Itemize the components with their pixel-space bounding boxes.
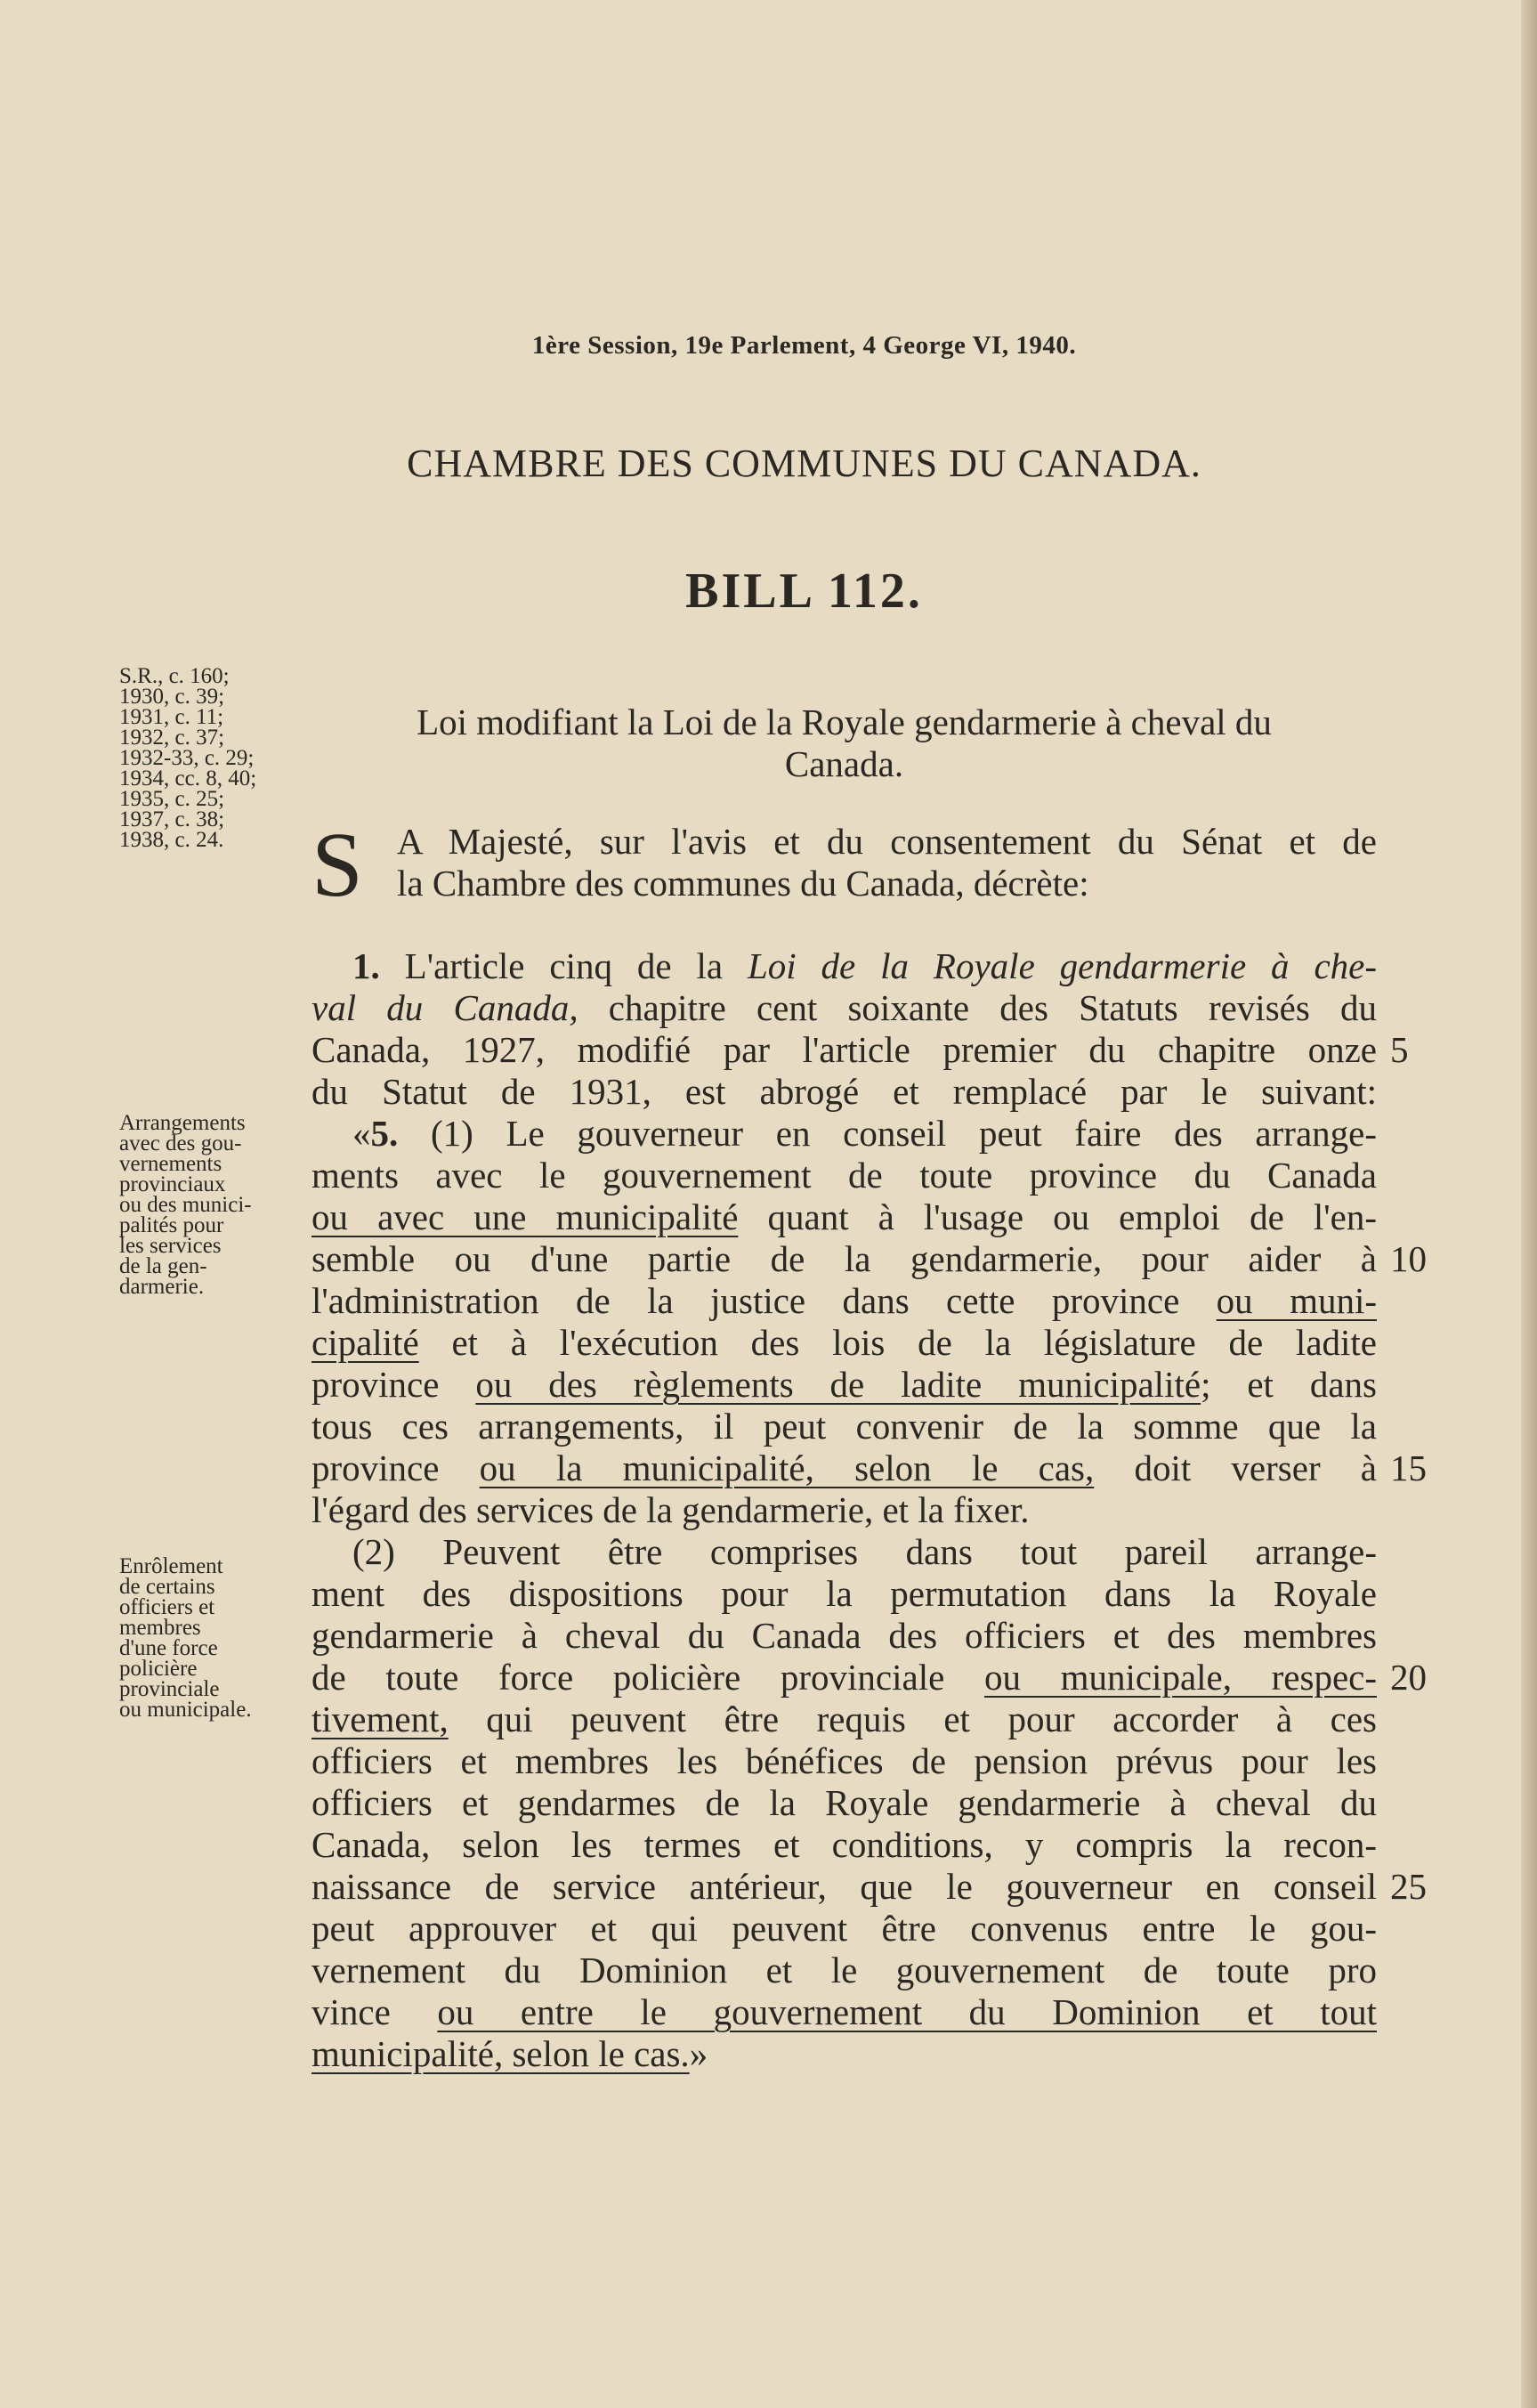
margin-note-line: de certains bbox=[119, 1575, 215, 1599]
citation-line: 1935, c. 25; bbox=[119, 787, 225, 811]
text-line: tous ces arrangements, il peut convenir de la somme que la bbox=[311, 1406, 1377, 1447]
underlined-amendment: ou entre le gouvernement du Dominion et tout bbox=[437, 1991, 1377, 2032]
open-quote: « bbox=[352, 1113, 371, 1154]
text-line: Canada, 1927, modifié par l'article premier du chapitre onze bbox=[311, 1029, 1377, 1070]
statute-title: Loi de la Royale gendarmerie à che- bbox=[747, 945, 1378, 986]
enacting-clause bbox=[311, 814, 1377, 916]
margin-note-line: ou des munici- bbox=[119, 1193, 252, 1217]
margin-note-line: les services bbox=[119, 1234, 222, 1258]
margin-note-line: Arrangements bbox=[119, 1111, 246, 1135]
text-line bbox=[311, 1322, 1377, 1364]
text-line: (2) Peuvent être comprises dans tout pareil arrange- bbox=[352, 1531, 1377, 1572]
text-line: Canada, selon les termes et conditions, y compris la recon- bbox=[311, 1824, 1377, 1865]
text-span: province bbox=[311, 1364, 476, 1405]
citation-line: 1934, cc. 8, 40; bbox=[119, 766, 257, 791]
margin-note-enrolement bbox=[119, 1556, 306, 1720]
bill-long-title bbox=[311, 701, 1377, 785]
session-header: 1ère Session, 19e Parlement, 4 George VI, 1940. bbox=[531, 331, 1077, 360]
enacting-line: A Majesté, sur l'avis et du consentement du Sénat et de bbox=[397, 821, 1377, 862]
section-number: 1. bbox=[352, 945, 380, 986]
section-1 bbox=[311, 945, 1377, 2075]
text-span: (1) Le gouverneur en conseil peut faire des arrange- bbox=[398, 1113, 1377, 1154]
text-line bbox=[311, 1991, 1377, 2033]
text-line: gendarmerie à cheval du Canada des officiers et des membres bbox=[311, 1615, 1377, 1656]
text-line: ment des dispositions pour la permutation dans la Royale bbox=[311, 1573, 1377, 1614]
text-line: officiers et membres les bénéfices de pension prévus pour les bbox=[311, 1740, 1377, 1781]
citation-line: 1932-33, c. 29; bbox=[119, 746, 255, 770]
underlined-amendment: ou muni- bbox=[1216, 1280, 1377, 1321]
text-span: de toute force policière provinciale bbox=[311, 1657, 984, 1698]
citation-line: 1938, c. 24. bbox=[119, 828, 224, 852]
text-span: doit verser à bbox=[1094, 1447, 1378, 1488]
chamber-header: CHAMBRE DES COMMUNES DU CANADA. bbox=[407, 442, 1201, 485]
text-line: l'égard des services de la gendarmerie, et la fixer. bbox=[311, 1489, 1030, 1530]
margin-note-line: policière bbox=[119, 1657, 198, 1681]
margin-note-line: d'une force bbox=[119, 1636, 218, 1660]
text-span: chapitre cent soixante des Statuts revisés du bbox=[578, 987, 1377, 1028]
margin-note-line: membres bbox=[119, 1616, 201, 1640]
underlined-amendment: cipalité bbox=[311, 1322, 419, 1363]
title-line: Loi modifiant la Loi de la Royale gendarmerie à cheval du bbox=[417, 701, 1272, 742]
text-span: et à l'exécution des lois de la législature de ladite bbox=[418, 1322, 1377, 1363]
text-line bbox=[311, 987, 1377, 1029]
margin-note-line: Enrôlement bbox=[119, 1554, 223, 1578]
text-line bbox=[311, 945, 1377, 987]
margin-note-line: de la gen- bbox=[119, 1254, 207, 1278]
underlined-amendment: ou des règlements de ladite municipalité bbox=[475, 1364, 1201, 1405]
citation-line: 1937, c. 38; bbox=[119, 807, 225, 831]
line-number: 25 bbox=[1390, 1866, 1427, 1907]
text-line: naissance de service antérieur, que le gouverneur en conseil bbox=[311, 1866, 1377, 1907]
text-line: ments avec le gouvernement de toute province du Canada bbox=[311, 1155, 1377, 1196]
citation-line: 1932, c. 37; bbox=[119, 726, 225, 750]
margin-note-line: provinciale bbox=[119, 1677, 220, 1701]
text-span: l'administration de la justice dans cette province bbox=[311, 1280, 1217, 1321]
text-line bbox=[311, 2033, 1377, 2075]
margin-note-line: palités pour bbox=[119, 1213, 224, 1237]
text-span: L'article cinq de la bbox=[404, 945, 748, 986]
text-line bbox=[311, 1113, 1377, 1155]
underlined-amendment: ou la municipalité, selon le cas, bbox=[479, 1447, 1095, 1488]
drop-cap: S bbox=[311, 814, 363, 916]
bill-title: BILL 112. bbox=[685, 563, 923, 619]
margin-note-line: avec des gou- bbox=[119, 1131, 242, 1155]
margin-note-arrangements bbox=[119, 1113, 306, 1297]
line-number: 5 bbox=[1390, 1029, 1409, 1070]
text-span: quant à l'usage ou emploi de l'en- bbox=[738, 1196, 1378, 1237]
underlined-amendment: ou avec une municipalité bbox=[311, 1196, 739, 1237]
citation-line: S.R., c. 160; bbox=[119, 664, 230, 688]
text-line: du Statut de 1931, est abrogé et remplacé par le suivant: bbox=[311, 1071, 1377, 1112]
citation-line: 1931, c. 11; bbox=[119, 705, 224, 729]
text-span: qui peuvent être requis et pour accorder à ces bbox=[448, 1699, 1377, 1739]
enacting-line: la Chambre des communes du Canada, décrète: bbox=[397, 863, 1089, 904]
title-line: Canada. bbox=[784, 743, 904, 784]
text-span: province bbox=[311, 1447, 480, 1488]
section-number: 5. bbox=[370, 1113, 399, 1154]
margin-note-line: darmerie. bbox=[119, 1275, 205, 1299]
close-quote: » bbox=[689, 2033, 708, 2074]
line-number: 10 bbox=[1390, 1238, 1427, 1279]
margin-note-line: ou municipale. bbox=[119, 1698, 252, 1722]
margin-citations bbox=[119, 666, 306, 850]
text-line bbox=[311, 1447, 1377, 1489]
text-line bbox=[311, 1699, 1377, 1740]
text-line: vernement du Dominion et le gouvernement de toute pro bbox=[311, 1950, 1377, 1990]
text-line: officiers et gendarmes de la Royale gendarmerie à cheval du bbox=[311, 1782, 1377, 1823]
underlined-amendment: tivement, bbox=[311, 1699, 449, 1739]
line-number: 15 bbox=[1390, 1447, 1427, 1488]
margin-note-line: provinciaux bbox=[119, 1172, 226, 1196]
text-span: vince bbox=[311, 1991, 438, 2032]
statute-title: val du Canada, bbox=[311, 987, 578, 1028]
underlined-amendment: ou municipale, respec- bbox=[983, 1657, 1377, 1698]
text-span: ; et dans bbox=[1201, 1364, 1377, 1405]
citation-line: 1930, c. 39; bbox=[119, 685, 225, 709]
line-number: 20 bbox=[1390, 1657, 1427, 1698]
underlined-amendment: municipalité, selon le cas. bbox=[311, 2033, 690, 2074]
margin-note-line: officiers et bbox=[119, 1595, 215, 1619]
text-line bbox=[311, 1196, 1377, 1238]
text-line: peut approuver et qui peuvent être convenus entre le gou- bbox=[311, 1908, 1377, 1949]
margin-note-line: vernements bbox=[119, 1152, 222, 1176]
text-line bbox=[311, 1280, 1377, 1322]
text-line bbox=[311, 1364, 1377, 1406]
text-line: semble ou d'une partie de la gendarmerie, pour aider à bbox=[311, 1238, 1377, 1279]
text-line bbox=[311, 1657, 1377, 1699]
page-edge bbox=[1521, 0, 1537, 2408]
